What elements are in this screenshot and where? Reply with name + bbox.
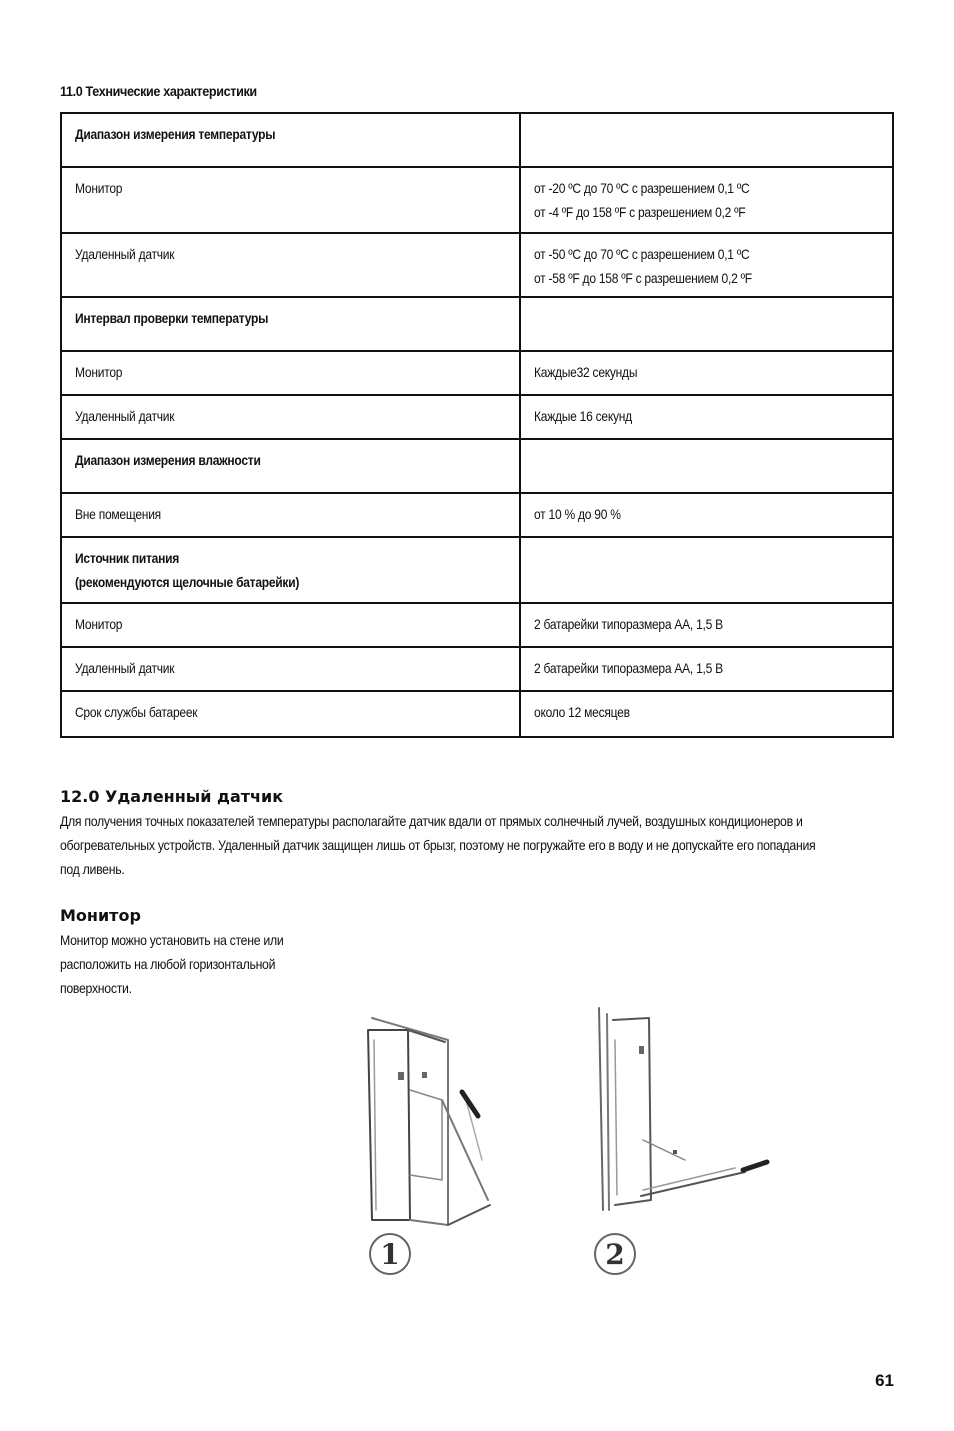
- cell-text: от -50 ºC до 70 ºC с разрешением 0,1 ºC от -58 ºF до 158 ºF с разрешением 0,2 ºF: [534, 246, 752, 286]
- table-group-header: [61, 113, 520, 167]
- table-row-value: [520, 603, 893, 647]
- paragraph-line: под ливень.: [60, 861, 125, 877]
- table-row: [61, 537, 893, 603]
- table-row: [61, 439, 893, 493]
- cell-text: [534, 440, 892, 448]
- table-group-header: [61, 439, 520, 493]
- table-row-value: [520, 537, 893, 603]
- figure-2-label: 2: [605, 1238, 625, 1271]
- cell-text: Интервал проверки температуры: [75, 310, 269, 326]
- table-row-label: [61, 351, 520, 395]
- monitor-stand-illustration-1: [350, 1000, 510, 1300]
- table-row: [61, 395, 893, 439]
- table-row-label: [61, 691, 520, 737]
- cell-text: Срок службы батареек: [75, 704, 198, 720]
- cell-text: [534, 298, 892, 306]
- cell-text: Монитор: [75, 180, 123, 196]
- table-group-header: [61, 297, 520, 351]
- cell-text: от -20 ºC до 70 ºC с разрешением 0,1 ºC от -4 ºF до 158 ºF с разрешением 0,2 ºF: [534, 180, 750, 220]
- cell-text: Диапазон измерения влажности: [75, 452, 261, 468]
- cell-text: 2 батарейки типоразмера AA, 1,5 В: [534, 660, 723, 676]
- section-12-title: 12.0 Удаленный датчик: [60, 787, 284, 806]
- table-row: [61, 297, 893, 351]
- table-row-value: [520, 233, 893, 297]
- table-row-value: [520, 395, 893, 439]
- figure-1-label: 1: [380, 1238, 400, 1271]
- table-row-value: [520, 691, 893, 737]
- cell-text: Источник питания (рекомендуются щелочные батарейки): [75, 550, 300, 590]
- table-row-label: [61, 603, 520, 647]
- table-row: [61, 233, 893, 297]
- table-row-value: [520, 647, 893, 691]
- table-row-value: [520, 113, 893, 167]
- cell-text: Удаленный датчик: [75, 246, 175, 262]
- specifications-table: [60, 112, 894, 738]
- table-row: [61, 351, 893, 395]
- paragraph-line: расположить на любой горизонтальной: [60, 956, 276, 972]
- table-row: [61, 167, 893, 233]
- table-row-value: [520, 297, 893, 351]
- table-group-header: [61, 537, 520, 603]
- table-row: [61, 647, 893, 691]
- section-12-paragraph: [60, 809, 918, 881]
- cell-text: Диапазон измерения температуры: [75, 126, 276, 142]
- table-row-label: [61, 395, 520, 439]
- cell-text: [534, 114, 892, 122]
- cell-text: Каждые 16 секунд: [534, 408, 632, 424]
- cell-text: Каждые32 секунды: [534, 364, 638, 380]
- monitor-paragraph: [60, 928, 314, 1000]
- table-row-label: [61, 647, 520, 691]
- table-row: [61, 493, 893, 537]
- cell-text: Удаленный датчик: [75, 660, 175, 676]
- cell-text: Монитор: [75, 616, 123, 632]
- cell-text: около 12 месяцев: [534, 704, 630, 720]
- paragraph-line: поверхности.: [60, 980, 132, 996]
- table-row-label: [61, 167, 520, 233]
- monitor-title: Монитор: [60, 906, 141, 925]
- paragraph-line: Для получения точных показателей температуры располагайте датчик вдали от прямых солнечный лучей, воздушных кондиционеров и: [60, 813, 803, 829]
- cell-text: [534, 538, 892, 546]
- cell-text: от 10 % до 90 %: [534, 506, 621, 522]
- table-row-value: [520, 439, 893, 493]
- cell-text: Удаленный датчик: [75, 408, 175, 424]
- table-row-label: [61, 493, 520, 537]
- cell-text: 2 батарейки типоразмера AA, 1,5 В: [534, 616, 723, 632]
- cell-text: Вне помещения: [75, 506, 161, 522]
- table-row: [61, 113, 893, 167]
- paragraph-line: обогревательных устройств. Удаленный датчик защищен лишь от брызг, поэтому не погружайте его в воду и не допускайте его попадания: [60, 837, 816, 853]
- cell-text: Монитор: [75, 364, 123, 380]
- table-row-value: [520, 493, 893, 537]
- paragraph-line: Монитор можно установить на стене или: [60, 932, 284, 948]
- table-row-value: [520, 167, 893, 233]
- page-number: 61: [875, 1371, 894, 1390]
- table-row-label: [61, 233, 520, 297]
- section-11-title: 11.0 Технические характеристики: [60, 83, 257, 99]
- monitor-stand-illustration-2: [585, 1000, 795, 1300]
- table-row: [61, 603, 893, 647]
- table-row-value: [520, 351, 893, 395]
- table-row: [61, 691, 893, 737]
